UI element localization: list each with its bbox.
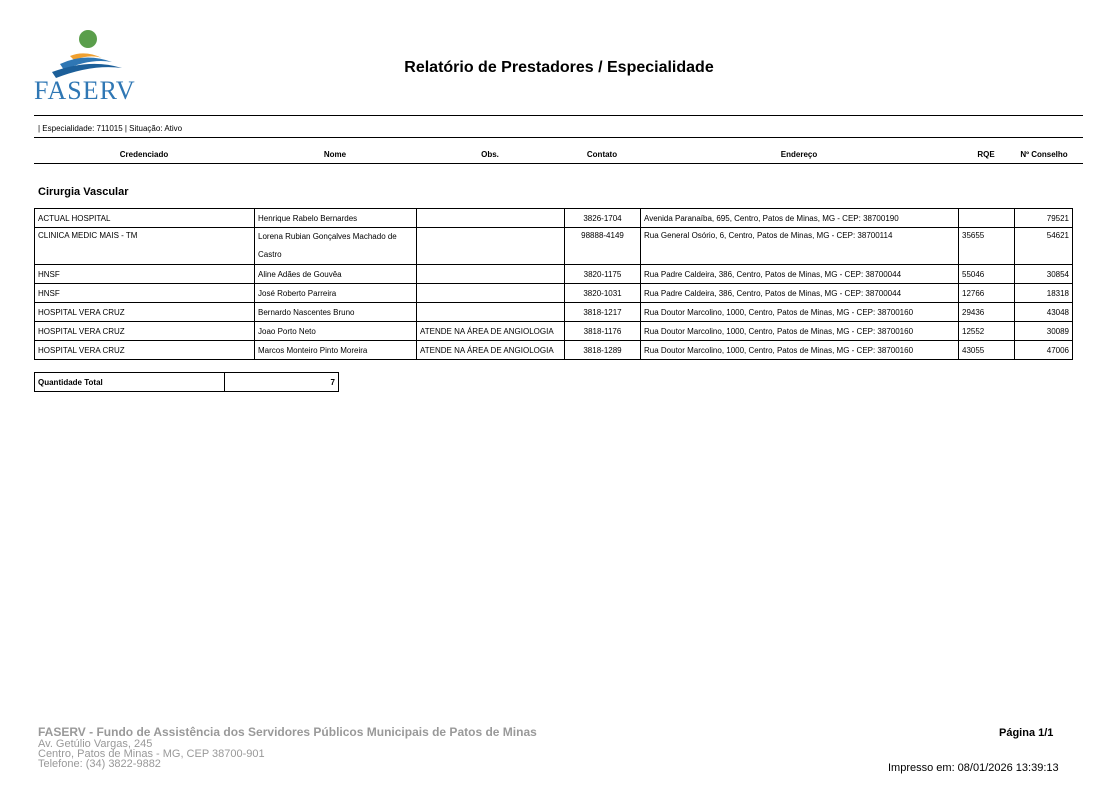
total-value: 7 bbox=[225, 373, 339, 392]
cell-obs bbox=[417, 284, 565, 303]
column-header-conselho: Nº Conselho bbox=[1020, 150, 1068, 159]
divider bbox=[34, 163, 1083, 164]
footer-address-line1: Av. Getúlio Vargas, 245 bbox=[38, 738, 153, 750]
cell-obs: ATENDE NA ÁREA DE ANGIOLOGIA bbox=[417, 341, 565, 360]
cell-obs bbox=[417, 209, 565, 228]
logo-text: FASERV bbox=[34, 76, 136, 105]
table-row bbox=[35, 341, 1073, 360]
cell-credenciado: ACTUAL HOSPITAL bbox=[35, 209, 255, 228]
cell-contato: 3820-1175 bbox=[565, 265, 641, 284]
cell-obs bbox=[417, 265, 565, 284]
cell-endereco: Rua General Osório, 6, Centro, Patos de Minas, MG - CEP: 38700114 bbox=[641, 228, 959, 265]
cell-conselho: 30089 bbox=[1015, 322, 1073, 341]
cell-rqe: 43055 bbox=[959, 341, 1015, 360]
cell-contato: 3826-1704 bbox=[565, 209, 641, 228]
cell-obs bbox=[417, 303, 565, 322]
cell-obs bbox=[417, 228, 565, 265]
cell-nome: Marcos Monteiro Pinto Moreira bbox=[255, 341, 417, 360]
column-header-rqe: RQE bbox=[977, 150, 995, 159]
cell-rqe: 12766 bbox=[959, 284, 1015, 303]
cell-rqe bbox=[959, 209, 1015, 228]
cell-rqe: 12552 bbox=[959, 322, 1015, 341]
column-header-credenciado: Credenciado bbox=[119, 150, 169, 159]
cell-nome: Lorena Rubian Gonçalves Machado de Castro bbox=[255, 228, 417, 265]
table-row bbox=[35, 322, 1073, 341]
cell-contato: 3818-1217 bbox=[565, 303, 641, 322]
cell-rqe: 29436 bbox=[959, 303, 1015, 322]
cell-endereco: Avenida Paranaíba, 695, Centro, Patos de Minas, MG - CEP: 38700190 bbox=[641, 209, 959, 228]
cell-nome: Joao Porto Neto bbox=[255, 322, 417, 341]
footer-org-name: FASERV - Fundo de Assistência dos Servidores Públicos Municipais de Patos de Minas bbox=[38, 725, 537, 739]
column-header-nome: Nome bbox=[323, 150, 347, 159]
report-title: Relatório de Prestadores / Especialidade bbox=[404, 59, 714, 76]
table-row bbox=[35, 209, 1073, 228]
table-row bbox=[35, 265, 1073, 284]
footer-address-line2: Centro, Patos de Minas - MG, CEP 38700-901 bbox=[38, 748, 265, 760]
cell-endereco: Rua Doutor Marcolino, 1000, Centro, Patos de Minas, MG - CEP: 38700160 bbox=[641, 303, 959, 322]
cell-endereco: Rua Padre Caldeira, 386, Centro, Patos de Minas, MG - CEP: 38700044 bbox=[641, 284, 959, 303]
cell-conselho: 79521 bbox=[1015, 209, 1073, 228]
cell-obs: ATENDE NA ÁREA DE ANGIOLOGIA bbox=[417, 322, 565, 341]
cell-contato: 98888-4149 bbox=[565, 228, 641, 265]
cell-contato: 3820-1031 bbox=[565, 284, 641, 303]
cell-rqe: 35655 bbox=[959, 228, 1015, 265]
cell-credenciado: HNSF bbox=[35, 284, 255, 303]
total-table bbox=[34, 372, 339, 392]
cell-nome: Henrique Rabelo Bernardes bbox=[255, 209, 417, 228]
cell-contato: 3818-1176 bbox=[565, 322, 641, 341]
page-number: Página 1/1 bbox=[999, 727, 1054, 739]
cell-conselho: 30854 bbox=[1015, 265, 1073, 284]
cell-conselho: 47006 bbox=[1015, 341, 1073, 360]
footer-phone: Telefone: (34) 3822-9882 bbox=[38, 758, 161, 770]
providers-table bbox=[34, 208, 1073, 360]
cell-endereco: Rua Doutor Marcolino, 1000, Centro, Patos de Minas, MG - CEP: 38700160 bbox=[641, 341, 959, 360]
cell-conselho: 18318 bbox=[1015, 284, 1073, 303]
section-title: Cirurgia Vascular bbox=[38, 186, 129, 198]
table-row bbox=[35, 303, 1073, 322]
cell-conselho: 43048 bbox=[1015, 303, 1073, 322]
column-header-endereco: Endereço bbox=[780, 150, 818, 159]
column-header-obs: Obs. bbox=[481, 150, 499, 159]
divider bbox=[34, 137, 1083, 138]
cell-rqe: 55046 bbox=[959, 265, 1015, 284]
cell-nome: Aline Adães de Gouvêa bbox=[255, 265, 417, 284]
cell-endereco: Rua Doutor Marcolino, 1000, Centro, Patos de Minas, MG - CEP: 38700160 bbox=[641, 322, 959, 341]
cell-contato: 3818-1289 bbox=[565, 341, 641, 360]
column-header-contato: Contato bbox=[586, 150, 618, 159]
total-label: Quantidade Total bbox=[35, 373, 225, 392]
cell-credenciado: HNSF bbox=[35, 265, 255, 284]
printed-timestamp: Impresso em: 08/01/2026 13:39:13 bbox=[888, 762, 1059, 774]
cell-nome: Bernardo Nascentes Bruno bbox=[255, 303, 417, 322]
cell-credenciado: HOSPITAL VERA CRUZ bbox=[35, 341, 255, 360]
cell-credenciado: HOSPITAL VERA CRUZ bbox=[35, 303, 255, 322]
cell-conselho: 54621 bbox=[1015, 228, 1073, 265]
footer-info bbox=[38, 727, 537, 769]
table-row bbox=[35, 228, 1073, 265]
filter-line: | Especialidade: 711015 | Situação: Ativo bbox=[38, 124, 183, 133]
cell-endereco: Rua Padre Caldeira, 386, Centro, Patos de Minas, MG - CEP: 38700044 bbox=[641, 265, 959, 284]
table-row bbox=[35, 284, 1073, 303]
total-row bbox=[35, 373, 339, 392]
cell-credenciado: HOSPITAL VERA CRUZ bbox=[35, 322, 255, 341]
cell-credenciado: CLINICA MEDIC MAIS - TM bbox=[35, 228, 255, 265]
cell-nome: José Roberto Parreira bbox=[255, 284, 417, 303]
divider bbox=[34, 115, 1083, 116]
